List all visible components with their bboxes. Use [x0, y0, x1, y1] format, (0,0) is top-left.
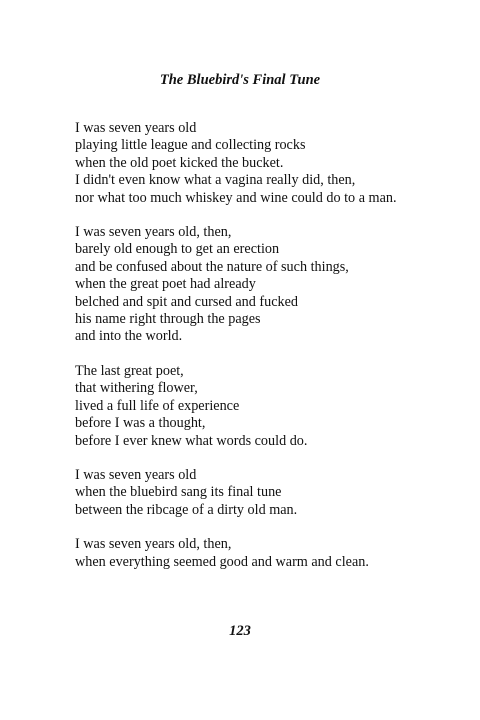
- poem-line: I didn't even know what a vagina really did, then,: [75, 172, 356, 189]
- poem-line: before I was a thought,: [75, 415, 206, 432]
- poem-line: his name right through the pages: [75, 311, 261, 328]
- poem-line: and be confused about the nature of such things,: [75, 258, 349, 275]
- poem-line: nor what too much whiskey and wine could do to a man.: [75, 189, 397, 206]
- poem-line: before I ever knew what words could do.: [75, 432, 308, 449]
- stanza-5: [75, 536, 475, 571]
- stanza-1: [75, 120, 475, 207]
- poem-line: barely old enough to get an erection: [75, 241, 280, 258]
- poem-line: I was seven years old: [75, 120, 197, 136]
- poem-line: when everything seemed good and warm and clean.: [75, 553, 369, 570]
- poem-body: [75, 120, 475, 588]
- poem-line: belched and spit and cursed and fucked: [75, 293, 298, 310]
- poem-title: The Bluebird's Final Tune: [159, 72, 321, 88]
- poem-line: I was seven years old, then,: [75, 536, 232, 553]
- stanza-4: [75, 467, 475, 519]
- poem-line: I was seven years old: [75, 466, 197, 483]
- poem-line: and into the world.: [75, 328, 183, 345]
- poem-line: The last great poet,: [75, 362, 184, 379]
- stanza-2: [75, 224, 475, 346]
- poem-line: when the old poet kicked the bucket.: [75, 154, 284, 171]
- poem-line: I was seven years old, then,: [75, 224, 232, 241]
- poem-line: when the bluebird sang its final tune: [75, 484, 282, 501]
- poem-line: lived a full life of experience: [75, 397, 240, 414]
- stanza-3: [75, 363, 475, 450]
- poem-line: when the great poet had already: [75, 276, 256, 293]
- poem-line: that withering flower,: [75, 380, 198, 397]
- poem-line: between the ribcage of a dirty old man.: [75, 501, 298, 518]
- poem-line: playing little league and collecting rocks: [75, 137, 306, 154]
- page-number: 123: [229, 623, 251, 639]
